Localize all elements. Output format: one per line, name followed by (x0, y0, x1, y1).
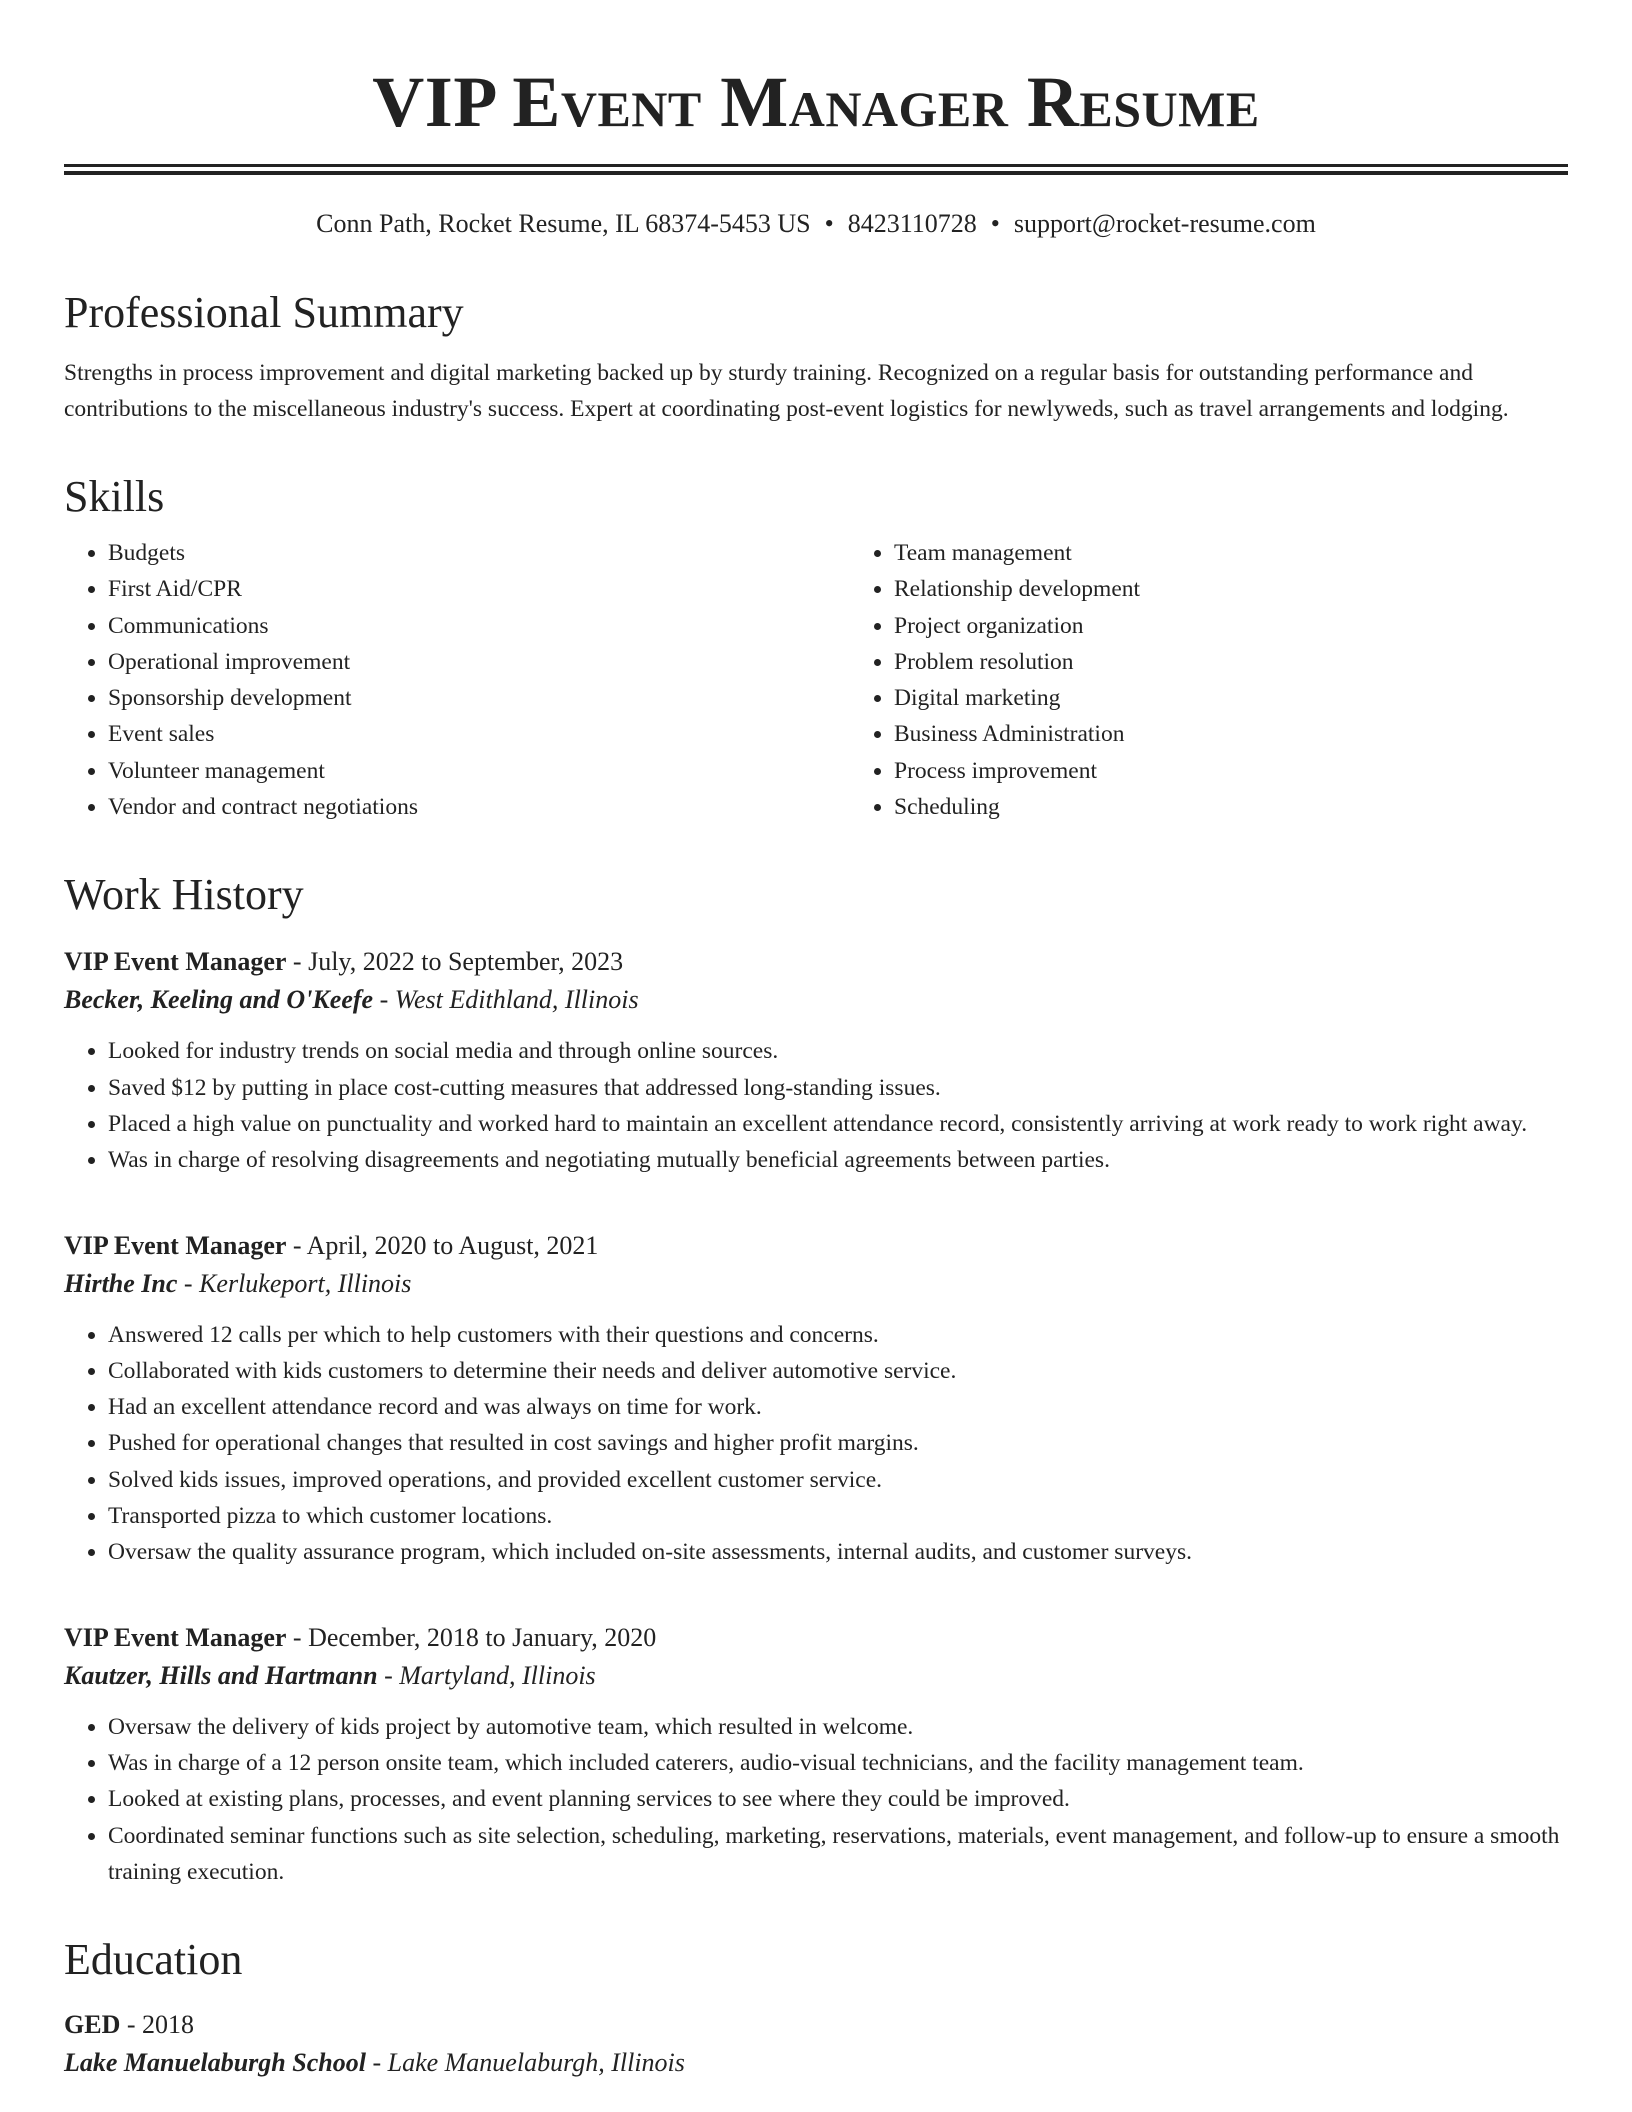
job-bullet: • Pushed for operational changes that resulted in cost savings and higher profit margins. (108, 1425, 1568, 1461)
skills-list-left (64, 535, 850, 825)
degree: GED (64, 2010, 121, 2040)
skill-item: • Team management (894, 535, 1632, 571)
job-entry (64, 1619, 1568, 1890)
job-title: VIP Event Manager (64, 1622, 287, 1652)
job-bullet: • Looked at existing plans, processes, and event planning services to see where they could be improved. (108, 1781, 1568, 1817)
job-bullet: • Saved $12 by putting in place cost-cutting measures that addressed long-standing issues. (108, 1070, 1568, 1106)
company-line (64, 1657, 1568, 1695)
skill-item: • First Aid/CPR (108, 571, 850, 607)
company-line (64, 1265, 1568, 1303)
job-bullet: • Oversaw the delivery of kids project by automotive team, which resulted in welcome. (108, 1709, 1568, 1745)
job-title: VIP Event Manager (64, 1230, 287, 1260)
skill-item: • Budgets (108, 535, 850, 571)
company-location: - West Edithland, Illinois (373, 985, 639, 1015)
skill-item: • Digital marketing (894, 680, 1632, 716)
company-location: - Kerlukeport, Illinois (177, 1268, 412, 1298)
job-bullet: • Coordinated seminar functions such as site selection, scheduling, marketing, reservations, materials, event management, and follow-up to ensure a smooth training execution. (108, 1818, 1568, 1891)
job-bullets (64, 1033, 1568, 1178)
company-name: Hirthe Inc (64, 1268, 178, 1298)
job-bullet: • Answered 12 calls per which to help customers with their questions and concerns. (108, 1317, 1568, 1353)
job-dates: - July, 2022 to September, 2023 (286, 947, 624, 977)
job-title: VIP Event Manager (64, 947, 287, 977)
header-divider-top (64, 164, 1568, 167)
contact-email: support@rocket-resume.com (1013, 209, 1316, 238)
job-entry (64, 1227, 1568, 1571)
company-location: - Martyland, Illinois (377, 1660, 596, 1690)
job-bullet: • Was in charge of resolving disagreements and negotiating mutually beneficial agreements between parties. (108, 1142, 1568, 1178)
contact-separator: • (990, 209, 1000, 238)
job-title-line (64, 1619, 1568, 1657)
job-bullet: • Collaborated with kids customers to determine their needs and deliver automotive service. (108, 1353, 1568, 1389)
skill-item: • Scheduling (894, 789, 1632, 825)
skill-item: • Operational improvement (108, 644, 850, 680)
job-dates: - December, 2018 to January, 2020 (286, 1622, 657, 1652)
skill-item: • Problem resolution (894, 644, 1632, 680)
skill-item: • Communications (108, 608, 850, 644)
contact-separator: • (824, 209, 834, 238)
contact-address: Conn Path, Rocket Resume, IL 68374-5453 US (316, 209, 811, 238)
job-bullet: • Oversaw the quality assurance program, which included on-site assessments, internal audits, and customer surveys. (108, 1534, 1568, 1570)
job-bullet: • Solved kids issues, improved operations, and provided excellent customer service. (108, 1462, 1568, 1498)
skills-heading: Skills (64, 472, 165, 521)
skill-item: • Process improvement (894, 753, 1632, 789)
company-name: Becker, Keeling and O'Keefe (64, 985, 374, 1015)
job-bullets (64, 1317, 1568, 1571)
job-bullet: • Was in charge of a 12 person onsite team, which included caterers, audio-visual technicians, and the facility management team. (108, 1745, 1568, 1781)
skill-item: • Relationship development (894, 571, 1632, 607)
job-bullet: • Had an excellent attendance record and was always on time for work. (108, 1389, 1568, 1425)
education-heading: Education (64, 1935, 243, 1985)
header-divider-bottom (64, 171, 1568, 175)
job-entry (64, 943, 1568, 1178)
school-line (64, 2044, 1568, 2082)
contact-line (64, 207, 1568, 241)
job-bullet: • Placed a high value on punctuality and worked hard to maintain an excellent attendance record, consistently arriving at work ready to work right away. (108, 1106, 1568, 1142)
job-bullets (64, 1709, 1568, 1890)
summary-heading: Professional Summary (64, 288, 464, 337)
company-name: Kautzer, Hills and Hartmann (64, 1660, 378, 1690)
job-dates: - April, 2020 to August, 2021 (286, 1230, 599, 1260)
summary-text: Strengths in process improvement and digital marketing backed up by sturdy training. Recognized on a regular basis for outstanding performance and contributions to the miscellaneous industry's success. Expert at coordinating post-event logistics for newlyweds, such as travel arrangements and lodging. (64, 360, 1509, 422)
school-name: Lake Manuelaburgh School (64, 2048, 366, 2078)
degree-year: - 2018 (120, 2010, 195, 2040)
school-location: - Lake Manuelaburgh, Illinois (365, 2048, 685, 2078)
skill-item: • Volunteer management (108, 753, 850, 789)
degree-line (64, 2006, 1568, 2044)
education-entry (64, 2006, 1568, 2082)
skill-item: • Event sales (108, 716, 850, 752)
skills-list-right (850, 535, 1632, 825)
skill-item: • Vendor and contract negotiations (108, 789, 850, 825)
job-bullet: • Transported pizza to which customer locations. (108, 1498, 1568, 1534)
skill-item: • Project organization (894, 608, 1632, 644)
contact-phone: 8423110728 (847, 209, 977, 238)
skill-item: • Sponsorship development (108, 680, 850, 716)
work-history-heading: Work History (64, 870, 304, 920)
skills-columns (64, 535, 1568, 825)
job-title-line (64, 943, 1568, 981)
job-bullet: • Looked for industry trends on social media and through online sources. (108, 1033, 1568, 1069)
page-title: VIP Event Manager Resume (372, 62, 1260, 142)
job-title-line (64, 1227, 1568, 1265)
skill-item: • Business Administration (894, 716, 1632, 752)
company-line (64, 981, 1568, 1019)
